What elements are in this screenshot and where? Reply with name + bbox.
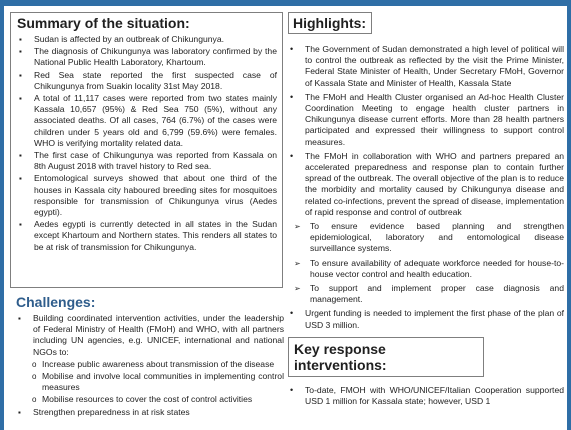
summary-title: Summary of the situation:: [17, 15, 190, 31]
challenges-title: Challenges:: [16, 294, 96, 310]
challenges-item: ▪ Strengthen preparedness in at risk states: [16, 407, 284, 418]
key-response-title: Key response interventions:: [294, 340, 387, 373]
summary-item: ▪ The first case of Chikungunya was reported from Kassala on 8th August 2018 with travel history to Red sea.: [17, 150, 277, 172]
top-banner-strip: [4, 0, 567, 6]
key-response-header-box: [288, 337, 484, 377]
summary-item: ▪ The diagnosis of Chikungunya was laboratory confirmed by the National Public Health Laboratory, Khartoum.: [17, 46, 277, 68]
highlights-list: [288, 44, 564, 218]
highlights-section: [288, 12, 564, 407]
highlights-title: Highlights:: [293, 15, 367, 31]
summary-item: ▪ Sudan is affected by an outbreak of Chikungunya.: [17, 34, 277, 45]
key-response-item: • To-date, FMOH with WHO/UNICEF/Italian Cooperation supported USD 1 million for Kassala state; however, USD 1: [288, 385, 564, 407]
challenges-section: [16, 294, 284, 419]
challenges-item: ▪ Building coordinated intervention activities, under the leadership of Federal Ministry of Health (FMoH) and WHO, with all partners including UN agencies, e.g. UNICEF, international and national NGOs to:: [16, 313, 284, 358]
highlights-header-box: [288, 12, 372, 34]
situation-report-page: [4, 0, 567, 430]
highlights-item: • The FMoH in collaboration with WHO and partners prepared an accelerated preparedness and response plan to contain further spread of the outbreak. The overall objective of the plan is to reduce the morbidity and mortality caused by Chikungunya disease and related co-infections, prevent the spread of disease, implementation of rapid response and control of outbreak: [288, 151, 564, 218]
highlights-subitem: ➢ To ensure availability of adequate workforce needed for house-to-house vector control and health education.: [288, 258, 564, 280]
summary-item: ▪ Aedes egypti is currently detected in all states in the Sudan except Khartoum and Northern states. This renders all states to be at risk of transmission for Chikungunya.: [17, 219, 277, 253]
highlights-body: [288, 38, 564, 331]
summary-item: ▪ A total of 11,117 cases were reported from two states mainly Kassala 10,657 (95%) & Red Sea 750 (5%), without any associated deaths. Of all cases, 764 (6.7%) of the cases were children under 5 years old and 6,799 (59.6%) were females. WHO is verifying mortality related data.: [17, 93, 277, 149]
challenges-list: [16, 313, 284, 358]
summary-item: ▪ Red Sea state reported the first suspected case of Chikungunya from Suakin locality 31st May 2018.: [17, 70, 277, 92]
challenges-subitem: o Mobilise resources to cover the cost of control activities: [30, 394, 284, 405]
challenges-subitem: o Increase public awareness about transmission of the disease: [30, 359, 284, 370]
highlights-subitem: ➢ To support and implement proper case diagnosis and management.: [288, 283, 564, 305]
summary-section: [10, 12, 283, 288]
highlights-item: • The FMoH and Health Cluster organised an Ad-hoc Health Cluster Coordination Meeting to engage health cluster partners in Chikungunya disease current efforts. More than 28 health partners participated and expressed their willingness to support control measures.: [288, 92, 564, 148]
challenges-sublist: [30, 359, 284, 406]
key-response-list: [288, 385, 564, 407]
funding-item: • Urgent funding is needed to implement the first phase of the plan of USD 3 million.: [288, 308, 564, 330]
challenges-list-2: [16, 407, 284, 418]
highlights-subitem: ➢ To ensure evidence based planning and strengthen epidemiological, laboratory and entomological disease surveillance systems.: [288, 221, 564, 255]
highlights-item: • The Government of Sudan demonstrated a high level of political will to control the outbreak as reflected by the visit the Prime Minister, Federal State Minister of Health, Under Secretary FMoH, Governor of Kassala State and Minister of Health, Kassala State: [288, 44, 564, 89]
funding-list: [288, 308, 564, 330]
highlights-sublist: [288, 221, 564, 305]
challenges-subitem: o Mobilise and involve local communities in implementing control measures: [30, 371, 284, 393]
summary-list: [17, 34, 277, 253]
summary-item: ▪ Entomological surveys showed that about one third of the houses in Kassala city haboured breeding sites for mosquitoes responsible for transmission of Chikungunya virus (Aedes egypti).: [17, 173, 277, 218]
summary-box: [10, 12, 283, 288]
